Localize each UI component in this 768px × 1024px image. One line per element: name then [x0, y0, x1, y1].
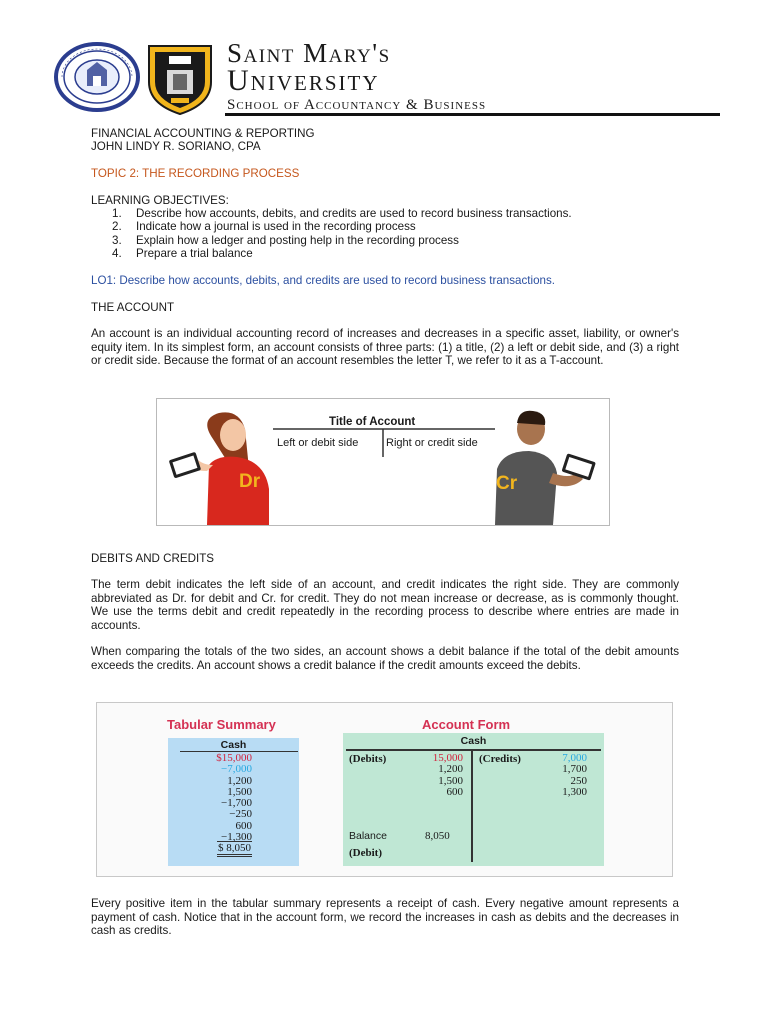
credit-value: 250 — [570, 774, 587, 787]
tabular-total: $ 8,050 — [217, 841, 252, 857]
school-name: School of Accountancy & Business — [227, 97, 487, 113]
objective-item — [112, 247, 253, 261]
credits-label: (Credits) — [479, 753, 521, 765]
university-name-line1: Saint Mary's — [227, 38, 391, 68]
closing-paragraph: Every positive item in the tabular summary represents a receipt of cash. Every negative amount represents a payment of cash. Notice that in the account form, we record the increases in cash as debits and the decreases in cash as credits. — [91, 897, 679, 937]
tabular-value: −1,300 — [221, 831, 252, 844]
balance-paragraph: When comparing the totals of the two sides, an account shows a debit balance if the total of the debit amounts exceeds the credits. An account shows a credit balance if the credit amounts exceed the debits. — [91, 645, 679, 672]
tabular-summary-box — [168, 738, 299, 866]
tabular-value: $15,000 — [216, 752, 252, 764]
t-account-title: Title of Account — [329, 416, 416, 428]
tabular-value: 1,500 — [227, 785, 252, 798]
objective-number: 2. — [112, 220, 122, 233]
objective-text: Indicate how a journal is used in the recording process — [136, 220, 416, 233]
university-name-line2: University — [227, 64, 380, 97]
debit-value: 1,200 — [438, 763, 463, 776]
topic-heading: TOPIC 2: THE RECORDING PROCESS — [91, 167, 300, 180]
objective-text: Describe how accounts, debits, and credits are used to record business transactions. — [136, 207, 572, 220]
objective-number: 4. — [112, 247, 122, 260]
debits-label: (Debits) — [349, 753, 387, 765]
objective-number: 1. — [112, 207, 122, 220]
debits-credits-paragraph: The term debit indicates the left side of an account, and credit indicates the right side. They are commonly abbreviated as Dr. for debit and Cr. for credit. They do not mean increase or decrease, as is commonly thought. We use the terms debit and credit repeatedly in the recording process to describe where entries are made in accounts. — [91, 578, 679, 632]
tabular-value: −250 — [229, 808, 252, 821]
tabular-cash-label: Cash — [220, 739, 247, 751]
author-name: JOHN LINDY R. SORIANO, CPA — [91, 140, 261, 153]
tabular-value: −1,700 — [221, 797, 252, 810]
t-account-figure — [156, 398, 610, 526]
account-form-hrule — [346, 749, 601, 751]
svg-text:Cr: Cr — [496, 473, 518, 494]
credit-value: 1,300 — [562, 785, 587, 798]
t-account-right-label: Right or credit side — [386, 437, 478, 449]
school-shield-logo — [145, 42, 215, 116]
dr-person-icon — [169, 412, 269, 525]
svg-text:Dr: Dr — [239, 471, 261, 492]
cr-person-icon — [495, 411, 596, 525]
tabular-value: 600 — [235, 819, 252, 832]
account-form-cash-label: Cash — [460, 735, 487, 747]
objective-text: Explain how a ledger and posting help in the recording process — [136, 234, 459, 247]
tabular-values — [216, 753, 252, 855]
objective-item — [112, 220, 416, 234]
account-form-vrule — [471, 750, 473, 862]
objective-item — [112, 207, 572, 221]
credit-value: 1,700 — [562, 763, 587, 776]
debit-value: 1,500 — [438, 774, 463, 787]
header-rule — [225, 113, 720, 116]
tabular-value: −7,000 — [221, 763, 252, 776]
debit-value: 600 — [446, 785, 463, 798]
balance-label: Balance — [349, 830, 387, 842]
account-form-title: Account Form — [422, 717, 511, 732]
t-account-left-label: Left or debit side — [277, 437, 359, 449]
course-title: FINANCIAL ACCOUNTING & REPORTING — [91, 127, 315, 140]
account-form-box — [343, 733, 604, 866]
objective-item — [112, 234, 459, 248]
balance-value: 8,050 — [425, 830, 450, 842]
university-header — [50, 38, 720, 118]
tabular-vs-account-form-figure — [96, 702, 673, 877]
objective-number: 3. — [112, 234, 122, 247]
debits-credits-heading: DEBITS AND CREDITS — [91, 552, 215, 565]
debit-values — [417, 753, 463, 798]
learning-objectives-heading: LEARNING OBJECTIVES: — [91, 194, 229, 207]
tabular-value: 1,200 — [227, 774, 252, 787]
debit-value: 15,000 — [432, 752, 463, 764]
account-heading: THE ACCOUNT — [91, 301, 175, 314]
balance-type: (Debit) — [349, 847, 382, 859]
tabular-summary-title: Tabular Summary — [167, 717, 276, 732]
lo1-heading: LO1: Describe how accounts, debits, and credits are used to record business transactions. — [91, 274, 555, 287]
credit-values — [543, 753, 587, 798]
university-seal-logo — [54, 42, 140, 112]
objective-text: Prepare a trial balance — [136, 247, 253, 260]
credit-value: 7,000 — [562, 752, 587, 764]
account-paragraph: An account is an individual accounting record of increases and decreases in a specific asset, liability, or owner's equity item. In its simplest form, an account consists of three parts: (1) a title, (2) a left or debit side, and (3) a right or credit side. Because the format of an account resembles the letter T, we refer to it as a T-account. — [91, 327, 679, 367]
